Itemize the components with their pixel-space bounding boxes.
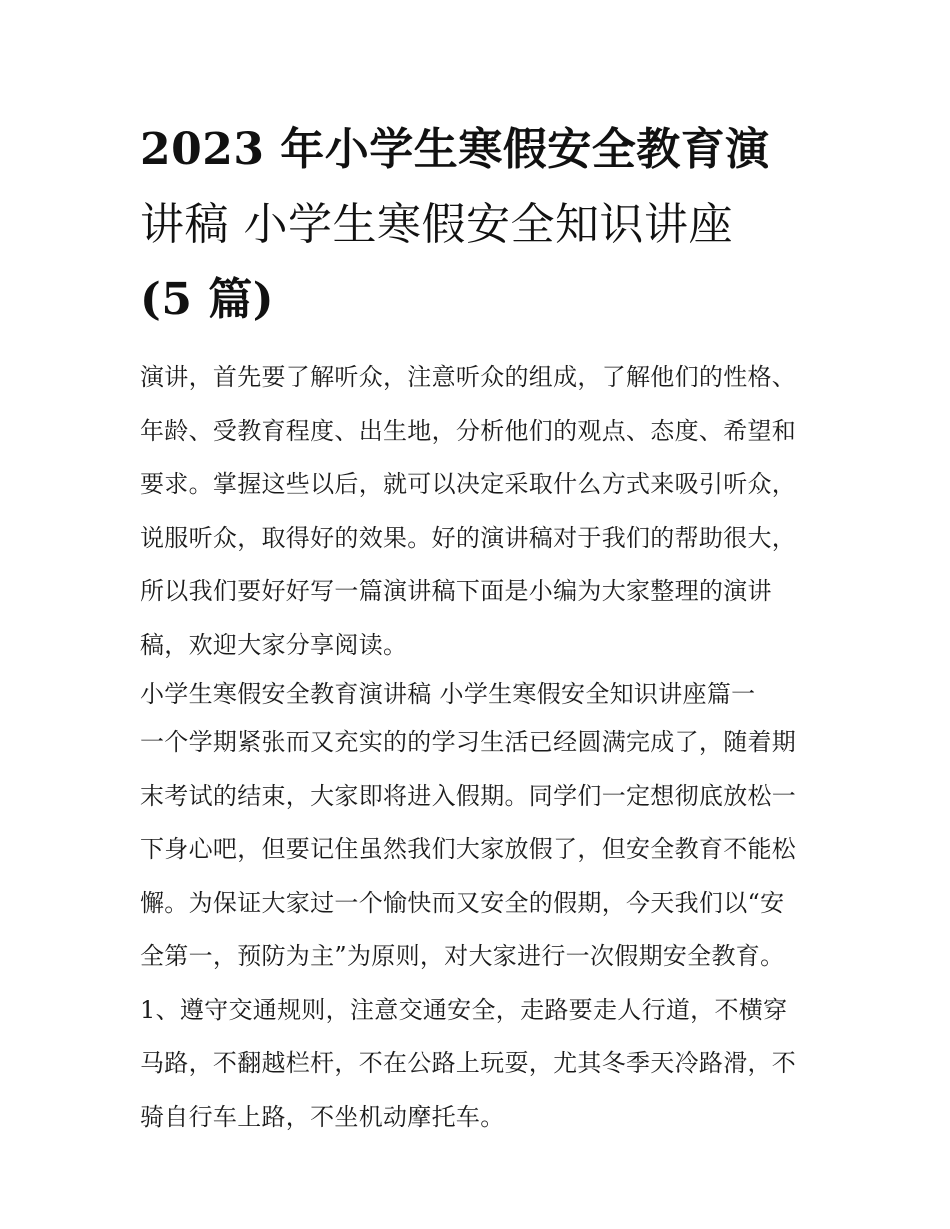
intro-line: 演讲，首先要了解听众，注意听众的组成，了解他们的性格、 bbox=[140, 363, 797, 391]
body-line: 懈。为保证大家过一个愉快而又安全的假期，今天我们以“安 bbox=[140, 888, 785, 917]
intro-line: 要求。掌握这些以后，就可以决定采取什么方式来吸引听众， bbox=[140, 470, 797, 498]
body-line: 1、遵守交通规则，注意交通安全，走路要走人行道，不横穿 bbox=[140, 995, 788, 1024]
body-line: 马路，不翻越栏杆，不在公路上玩耍，尤其冬季天冷路滑，不 bbox=[140, 1049, 797, 1077]
title-line-2: 讲稿 小学生寒假安全知识讲座 bbox=[140, 199, 733, 250]
intro-line: 稿，欢迎大家分享阅读。 bbox=[140, 630, 408, 659]
title-line-1: 2023 年小学生寒假安全教育演 bbox=[140, 124, 770, 175]
body-line: 全第一，预防为主”为原则，对大家进行一次假期安全教育。 bbox=[140, 942, 785, 970]
section-heading-text: 小学生寒假安全教育演讲稿 小学生寒假安全知识讲座篇一 bbox=[140, 680, 756, 708]
intro-line: 所以我们要好好写一篇演讲稿下面是小编为大家整理的演讲 bbox=[140, 577, 772, 605]
intro-paragraph bbox=[140, 351, 816, 672]
body-line: 骑自行车上路，不坐机动摩托车。 bbox=[140, 1102, 505, 1131]
body-paragraph bbox=[140, 716, 816, 1144]
document-content bbox=[140, 112, 816, 1144]
intro-line: 年龄、受教育程度、出生地，分析他们的观点、态度、希望和 bbox=[140, 416, 797, 445]
section-heading bbox=[140, 672, 816, 716]
body-line: 下身心吧，但要记住虽然我们大家放假了，但安全教育不能松 bbox=[140, 835, 797, 863]
intro-line: 说服听众，取得好的效果。好的演讲稿对于我们的帮助很大， bbox=[140, 523, 797, 552]
document-title bbox=[140, 112, 816, 337]
title-line-3: (5 篇) bbox=[140, 274, 275, 325]
body-line: 末考试的结束，大家即将进入假期。同学们一定想彻底放松一 bbox=[140, 781, 797, 810]
body-line: 一个学期紧张而又充实的的学习生活已经圆满完成了，随着期 bbox=[140, 728, 797, 756]
